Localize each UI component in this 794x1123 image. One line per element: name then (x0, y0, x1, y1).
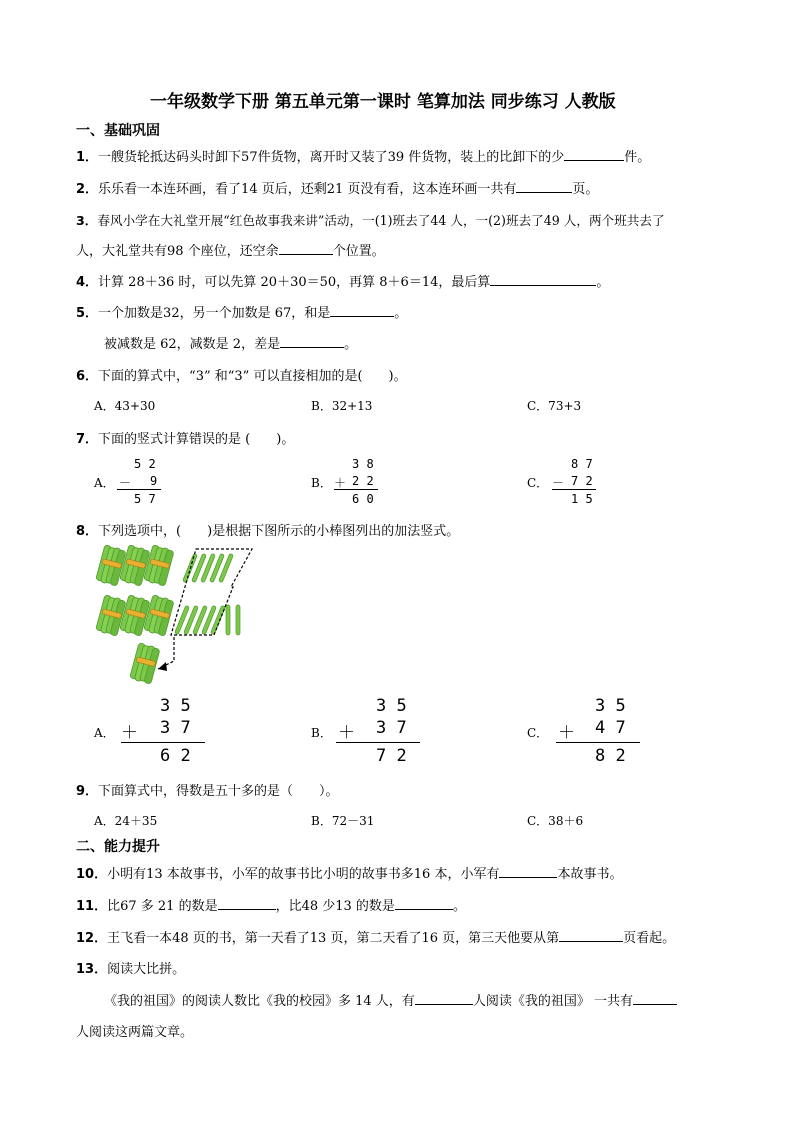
question-text-end: 页看起。 (623, 931, 676, 946)
question-10 (76, 863, 622, 882)
vertical-top-number: 3 5 (376, 696, 407, 716)
option-b[interactable]: B．32+13 (311, 399, 373, 413)
vertical-result: 6 2 (160, 746, 191, 766)
answer-blank[interactable] (415, 992, 473, 1005)
question-text-end: 页。 (572, 182, 599, 197)
answer-blank[interactable] (564, 148, 624, 161)
vertical-rule (117, 489, 161, 490)
question-text-end: 个位置。 (332, 244, 385, 259)
option-a[interactable]: A．24＋35 (94, 814, 158, 828)
question-number: 10． (76, 867, 108, 882)
option-label: B． (311, 476, 332, 490)
question-number: 2． (76, 182, 99, 197)
vertical-result: 6 0 (352, 492, 374, 506)
vertical-mid-number: 9 (150, 474, 158, 488)
question-text-end: 。 (596, 275, 610, 290)
question-13-line-2 (104, 990, 677, 1009)
question-text: 一艘货轮抵达码头时卸下57件货物，离开时又装了39 件货物，装上的比卸下的少 (98, 150, 565, 165)
vertical-top-number: 8 7 (571, 457, 593, 471)
question-number: 6． (76, 369, 99, 384)
answer-blank-2[interactable] (633, 992, 677, 1005)
minus-sign: － (552, 476, 565, 490)
question-7 (76, 428, 294, 447)
option-c[interactable]: C．38＋6 (527, 814, 584, 828)
option-c[interactable]: C．73+3 (527, 399, 582, 413)
vertical-rule (552, 489, 596, 490)
vertical-rule (336, 742, 420, 743)
answer-blank[interactable] (218, 897, 276, 910)
question-number: 12． (76, 931, 108, 946)
question-text: 下面的算式中，“3” 和“3” 可以直接相加的是( )。 (98, 369, 407, 384)
option-b[interactable]: B．72－31 (311, 814, 375, 828)
tens-bundles-row-2 (96, 595, 174, 636)
question-3-line-2 (76, 240, 385, 259)
question-text: 计算 28＋36 时，可以先算 20＋30＝50，再算 8＋6＝14，最后算 (98, 275, 491, 290)
question-text-end: 件。 (624, 150, 651, 165)
vertical-top-number: 3 5 (595, 696, 626, 716)
option-label: A． (94, 476, 115, 490)
vertical-mid-number: 7 2 (571, 474, 593, 488)
single-sticks-row-2 (175, 605, 240, 635)
vertical-result: 1 5 (571, 492, 593, 506)
plus-sign: ＋ (558, 723, 575, 743)
question-13-line-3: 人阅读这两篇文章。 (76, 1025, 194, 1040)
question-5-line-2 (104, 333, 357, 352)
vertical-result: 8 2 (595, 746, 626, 766)
answer-blank[interactable] (559, 929, 623, 942)
answer-blank[interactable] (280, 335, 344, 348)
question-8 (76, 520, 459, 539)
question-1 (76, 146, 650, 165)
question-text: 小明有13 本故事书，小军的故事书比小明的故事书多16 本，小军有 (107, 867, 500, 882)
question-number: 4． (76, 275, 99, 290)
tens-bundles-row-1 (96, 545, 174, 586)
question-text: 比67 多 21 的数是 (107, 899, 218, 914)
section-heading-basic: 一、基础巩固 (76, 123, 160, 139)
vertical-top-number: 3 5 (160, 696, 191, 716)
vertical-rule (121, 742, 205, 743)
vertical-rule (334, 489, 378, 490)
question-number: 8． (76, 524, 99, 539)
vertical-top-number: 3 8 (352, 457, 374, 471)
question-text-mid: 人阅读《我的祖国》 一共有 (472, 994, 633, 1009)
plus-sign: ＋ (121, 723, 138, 743)
vertical-result: 7 2 (376, 746, 407, 766)
section-heading-advanced: 二、能力提升 (76, 839, 160, 855)
option-a[interactable]: A．43+30 (94, 399, 156, 413)
plus-sign: ＋ (334, 476, 347, 490)
option-label: C． (527, 726, 549, 740)
question-text: 下列选项中，( )是根据下图所示的小棒图列出的加法竖式。 (98, 524, 460, 539)
vertical-result: 5 7 (134, 492, 156, 506)
vertical-mid-number: 3 7 (376, 718, 407, 738)
vertical-mid-number: 4 7 (595, 718, 626, 738)
question-5 (76, 302, 407, 321)
question-12 (76, 927, 675, 946)
answer-blank-2[interactable] (395, 897, 453, 910)
question-number: 1． (76, 150, 99, 165)
question-text-end: 本故事书。 (557, 867, 623, 882)
question-text-mid: ，比48 少13 的数是 (275, 899, 395, 914)
plus-sign: ＋ (338, 723, 355, 743)
question-number: 13． (76, 962, 108, 977)
vertical-mid-number: 3 7 (160, 718, 191, 738)
question-11 (76, 895, 466, 914)
question-text: 下面的竖式计算错误的是 ( )。 (98, 432, 295, 447)
question-number: 7． (76, 432, 99, 447)
page-title: 一年级数学下册 第五单元第一课时 笔算加法 同步练习 人教版 (150, 92, 616, 112)
option-label: B． (311, 726, 332, 740)
question-4 (76, 271, 609, 290)
answer-blank[interactable] (516, 180, 572, 193)
minus-sign: － (119, 476, 132, 490)
question-3 (76, 210, 665, 229)
stick-bundle-illustration (96, 543, 276, 688)
question-text: 阅读大比拼。 (107, 962, 186, 977)
option-label: C． (527, 476, 549, 490)
question-text: 春风小学在大礼堂开展“红色故事我来讲”活动，一(1)班去了44 人，一(2)班去了49 人，两个班共去了 (97, 213, 665, 228)
question-number: 3． (76, 213, 98, 228)
question-2 (76, 178, 598, 197)
question-text: 下面算式中，得数是五十多的是（ ）。 (98, 784, 339, 799)
question-number: 9． (76, 784, 99, 799)
question-6 (76, 365, 407, 384)
arrow-head (158, 662, 167, 671)
question-text: 人，大礼堂共有98 个座位，还空余 (76, 244, 279, 259)
question-text: 《我的祖国》的阅读人数比《我的校园》多 14 人，有 (104, 994, 415, 1009)
question-text: 被减数是 62，减数是 2，差是 (104, 337, 281, 352)
question-text: 乐乐看一本连环画，看了14 页后，还剩21 页没有看，这本连环画一共有 (98, 182, 517, 197)
answer-blank[interactable] (499, 865, 557, 878)
answer-blank[interactable] (490, 273, 596, 286)
question-text-end: 。 (452, 899, 466, 914)
question-text: 王飞看一本48 页的书，第一天看了13 页，第二天看了16 页，第三天他要从第 (107, 931, 560, 946)
question-9 (76, 780, 339, 799)
answer-blank[interactable] (279, 242, 333, 255)
question-text-end: 。 (394, 306, 408, 321)
option-label: A． (94, 726, 115, 740)
extra-tens-bundle (129, 643, 160, 684)
vertical-mid-number: 2 2 (352, 474, 374, 488)
question-13 (76, 958, 185, 977)
vertical-rule (556, 742, 640, 743)
answer-blank[interactable] (330, 304, 394, 317)
vertical-top-number: 5 2 (134, 457, 156, 471)
question-number: 5． (76, 306, 99, 321)
question-text: 一个加数是32，另一个加数是 67，和是 (98, 306, 331, 321)
question-text-end: 。 (344, 337, 358, 352)
question-number: 11． (76, 899, 108, 914)
